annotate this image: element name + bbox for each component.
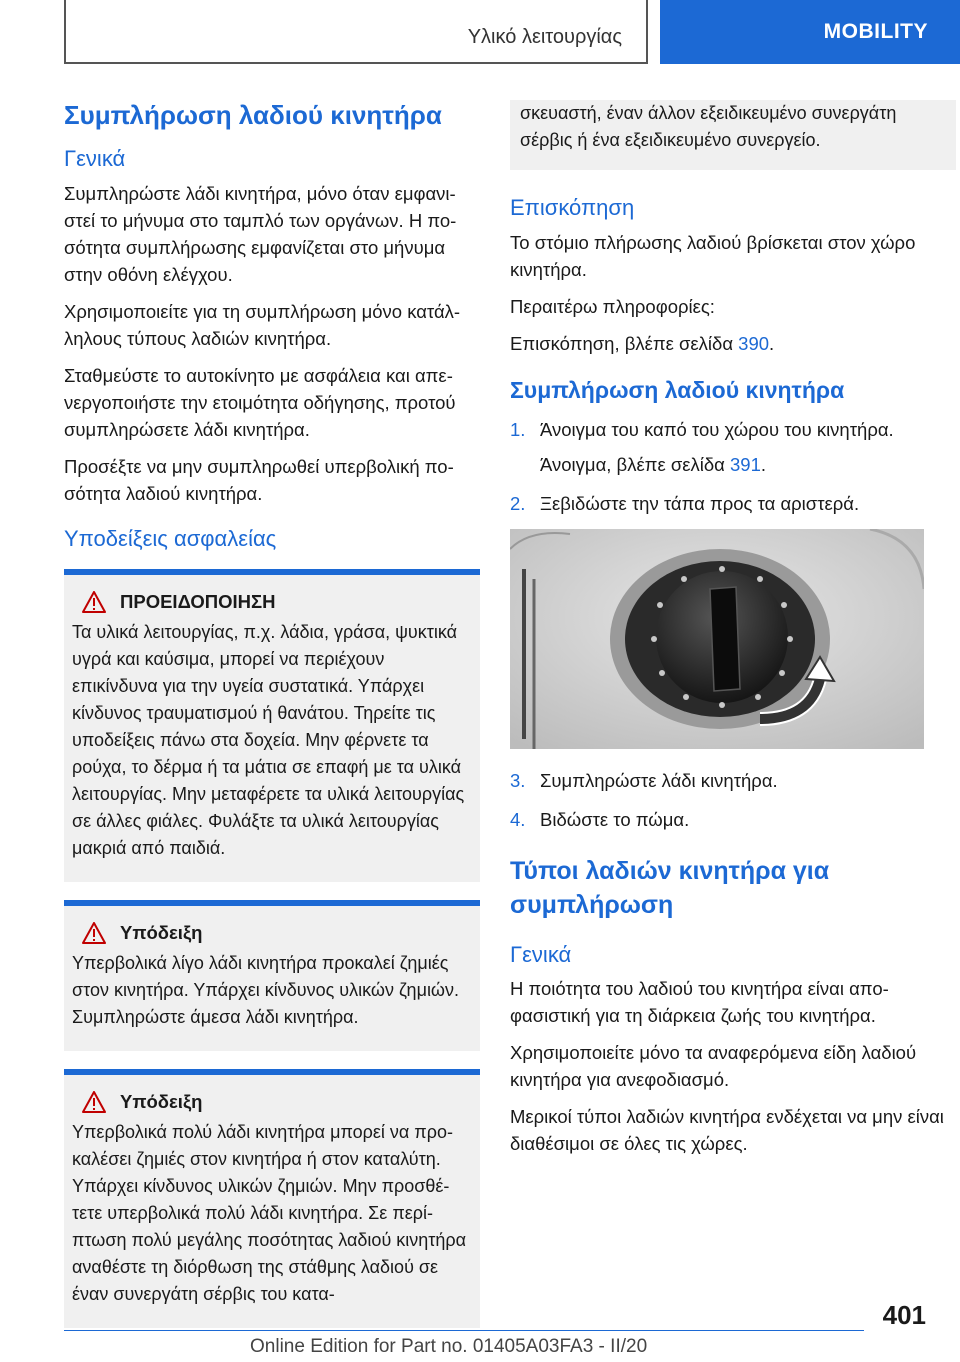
overview-text: Το στόμιο πλήρωσης λαδιού βρίσκεται στον χώρο κινητήρα. (510, 231, 916, 280)
note-box-2 (64, 1069, 480, 1328)
step-item (510, 767, 956, 794)
oil-filler-cap-image (510, 529, 924, 749)
warning-triangle-icon (82, 1091, 106, 1113)
paragraph: Συμπληρώστε λάδι κινητήρα, μόνο όταν εμφανιστεί το μήνυμα στο ταμπλό των οργάνων. Η ποσότητα συμπλήρωσης εμφανίζεται στο μήνυμα στην οθόνη ελέγχου. (64, 182, 457, 285)
paragraph: Χρησιμοποιείτε μόνο τα αναφερόμενα είδη λαδιού κινητήρα για ανεφοδιασμό. (510, 1042, 917, 1091)
step-item (510, 806, 956, 833)
steps-list-3 (510, 767, 956, 833)
step-text: Συμπληρώστε λάδι κινητήρα. (540, 770, 778, 792)
step1-page-link[interactable]: 391 (730, 454, 761, 476)
overview-reference (510, 330, 956, 357)
note-text: Υπερβολικά λίγο λάδι κινητήρα προκαλεί ζημιές στον κινητήρα. Υπάρχει κίνδυνος υλικών ζημιών. Συμπληρώστε άμεσα λάδι κινητήρα. (72, 953, 459, 1028)
note-header (72, 1091, 470, 1113)
step1-ref-text: Άνοιγμα, βλέπε σελίδα (540, 454, 730, 476)
more-info-label: Περαιτέρω πληροφορίες: (510, 295, 715, 317)
steps-list-2 (510, 490, 956, 517)
overview-heading: Επισκόπηση (510, 195, 635, 220)
footer-divider (64, 1330, 864, 1331)
header-section-title: Υλικό λειτουργίας (467, 26, 622, 48)
step1-ref-end: . (760, 454, 767, 476)
paragraph: Προσέξτε να μην συμπληρωθεί υπερβολική ποσότητα λαδιού κινητήρα. (64, 455, 454, 504)
step-text: Ξεβιδώστε την τάπα προς τα αριστερά. (540, 493, 860, 515)
step-item (510, 490, 956, 517)
steps-list (510, 416, 956, 443)
oil-types-general-heading: Γενικά (510, 941, 572, 967)
right-column (510, 100, 956, 1167)
overview-page-link[interactable]: 390 (738, 332, 770, 354)
paragraph: Σταθμεύστε το αυτοκίνητο με ασφάλεια και απενεργοποιήστε την ετοιμότητα οδήγησης, προτού συμπληρώσετε λάδι κινητήρα. (64, 364, 456, 440)
footer-edition: Online Edition for Part no. 01405A03FA3 - II/20 (250, 1336, 648, 1357)
note-title: Υπόδειξη (120, 922, 203, 944)
step-text: Άνοιγμα του καπό του χώρου του κινητήρα. (540, 419, 894, 441)
paragraph: Χρησιμοποιείτε για τη συμπλήρωση μόνο κατάλληλους τύπους λαδιών κινητήρα. (64, 300, 461, 349)
step-text: Βιδώστε το πώμα. (540, 809, 690, 831)
warning-header (72, 591, 470, 613)
step-number: 4. (510, 809, 526, 831)
general-heading: Γενικά (64, 146, 126, 172)
header-box (64, 0, 648, 64)
overview-ref-end: . (769, 332, 775, 354)
warning-title: ΠΡΟΕΙΔΟΠΟΙΗΣΗ (120, 591, 276, 613)
paragraph: Η ποιότητα του λαδιού του κινητήρα είναι αποφασιστική για τη διάρκεια ζωής του κινητήρα. (510, 978, 889, 1027)
note-box-1 (64, 900, 480, 1051)
step-number: 1. (510, 419, 526, 441)
overview-ref-text: Επισκόπηση, βλέπε σελίδα (510, 332, 739, 354)
warning-box (64, 569, 480, 882)
note-title: Υπόδειξη (120, 1091, 203, 1113)
note-header (72, 922, 470, 944)
header-tab-mobility[interactable]: MOBILITY (660, 0, 960, 64)
page-number: 401 (882, 1300, 926, 1330)
safety-heading: Υποδείξεις ασφαλείας (64, 525, 277, 551)
warning-triangle-icon (82, 591, 106, 613)
left-column (64, 100, 480, 1328)
fill-heading: Συμπλήρωση λαδιού κινητήρα (510, 376, 845, 403)
step-item (510, 416, 956, 443)
note-text: Υπερβολικά πολύ λάδι κινητήρα μπορεί να προκαλέσει ζημιές στον κινητήρα ή στον καταλύτη. Υπάρχει κίνδυνος υλικών ζημιών. Μην προσθέτετε υπερβολικά πολύ λάδι κινητήρα. Σε περίπτωση πολύ μεγάλης ποσότητας λαδιού κινητήρα αναθέστε τη διόρθωση της στάθμης λαδιού σε έναν συνεργάτη σέρβις του κατα- (72, 1122, 467, 1305)
warning-triangle-icon (82, 922, 106, 944)
step1-reference (510, 451, 956, 478)
oil-types-heading: Τύποι λαδιών κινητήρα για συμπλήρωση (510, 857, 830, 919)
warning-text: Τα υλικά λειτουργίας, π.χ. λάδια, γράσα, ψυκτικά υγρά και καύσιμα, μπορεί να περιέχουν επικίνδυνα για την υγεία συστατικά. Υπάρχει κίνδυνος τραυματισμού ή θανάτου. Τηρείτε τις υποδείξεις πάνω στα δοχεία. Μην φέρνετε τα ρούχα, το δέρμα ή τα μάτια σε επαφή με τα υλικά λειτουργίας. Μην μεταφέρετε τα υλικά λειτουργίας σε άλλες φιάλες. Φυλάξτε τα υλικά λειτουργίας μακριά από παιδιά. (72, 622, 465, 859)
note-continued: σκευαστή, έναν άλλον εξειδικευμένο συνεργάτη σέρβις ή ένα εξειδικευμένο συνεργείο. (510, 100, 956, 170)
paragraph: Μερικοί τύποι λαδιών κινητήρα ενδέχεται να μην είναι διαθέσιμοι σε όλες τις χώρες. (510, 1106, 944, 1155)
step-number: 2. (510, 493, 526, 515)
page-title: Συμπλήρωση λαδιού κινητήρα (64, 100, 442, 130)
step-number: 3. (510, 770, 526, 792)
